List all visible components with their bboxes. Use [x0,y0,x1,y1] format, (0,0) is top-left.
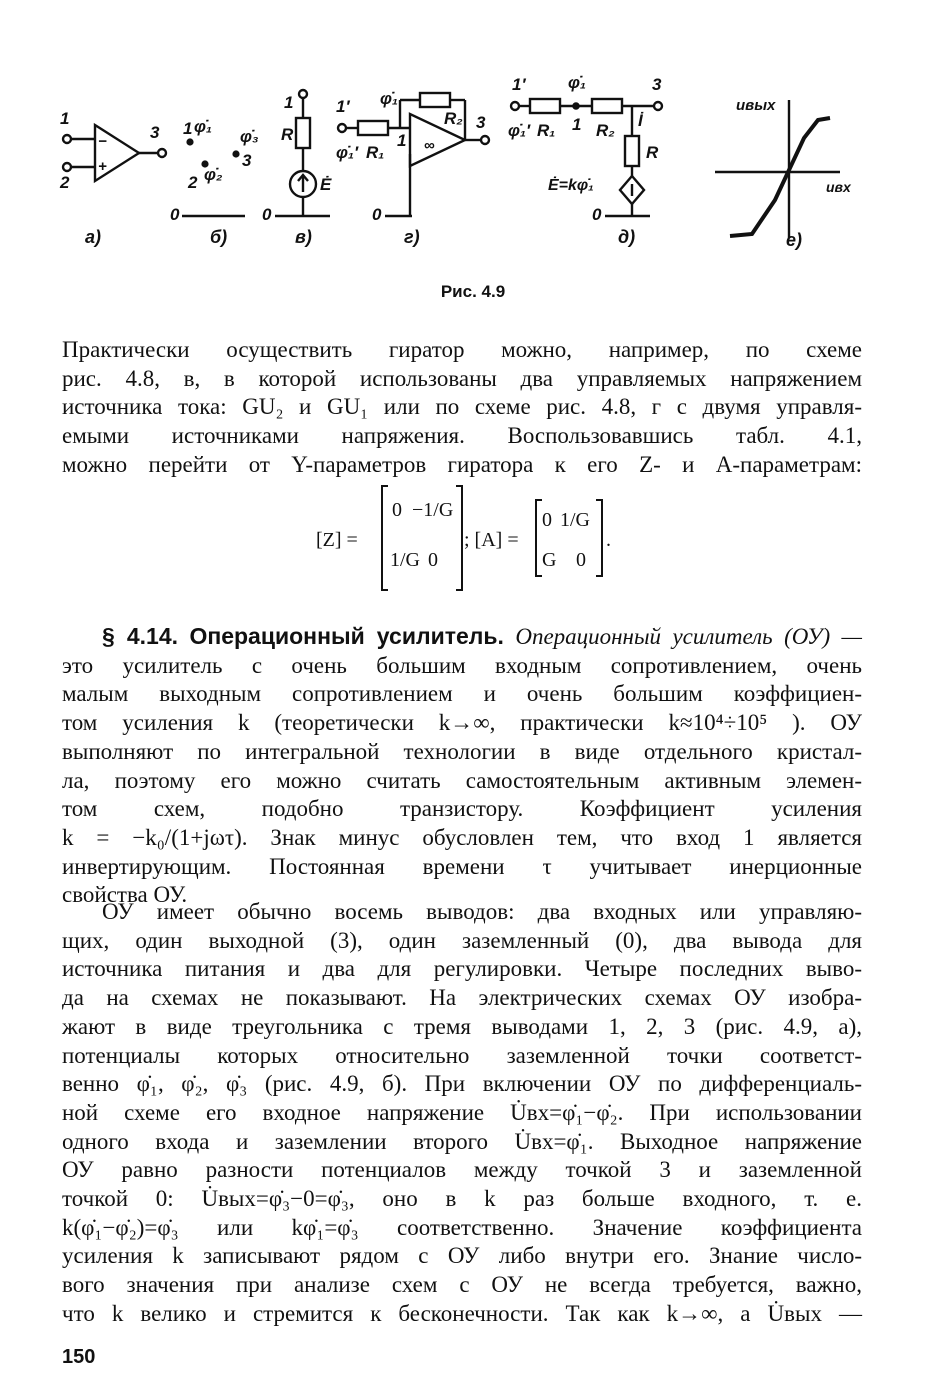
figure-caption: Рис. 4.9 [440,282,506,301]
label-a-plus: + [98,158,107,175]
matrix-a-11: 0 [542,509,552,531]
text-line: венно φ̇₁, φ̇₂, φ̇₃ (рис. 4.9, б). При включении ОУ по дифференциаль- [62,1071,862,1097]
sublabel-e: д) [618,227,636,247]
label-c-1: 1 [284,93,294,112]
label-e-R: R [646,143,659,162]
label-d-3: 3 [476,113,486,132]
text-line: да на схемах не показывают. На электрических схемах ОУ изобра- [62,985,862,1011]
matrix-z-22: 0 [428,549,438,571]
sublabel-d: г) [404,227,420,247]
section-first-line [62,622,862,652]
label-c-0: 0 [262,205,272,224]
page-number: 150 [62,1346,96,1368]
label-e-R1: R₁ [537,121,556,140]
text-line: малым выходным сопротивлением и очень большим коэффициен- [62,681,862,707]
matrix-z-12: −1/G [412,499,454,521]
label-b-phi2: φ̇₂ [204,165,223,184]
label-d-inf: ∞ [424,137,435,154]
text-line: можно перейти от Y-параметров гиратора к его Z- и A-параметрам: [62,451,862,477]
sublabel-c: в) [295,227,312,247]
text-line: инвертирующим. Постоянная времени τ учитывает инерционные [62,853,862,879]
paragraph-gyrator [62,336,862,480]
label-e-phi1: φ̇₁ [568,73,586,92]
text-line: точкой 0: U̇вых=φ̇₃−0=φ̇₃, оно в k раз больше входного, т. е. [62,1186,862,1212]
matrix-a-12: 1/G [560,509,590,531]
text-line: источника питания и два для регулировки. Четыре последних выво- [62,956,862,982]
text-line: свойства ОУ. [62,882,188,908]
text-line: том усиления k (теоретически k→∞, практически k≈10⁴÷10⁵ ). ОУ [62,710,862,736]
label-b-2: 2 [188,173,198,192]
matrix-z-21: 1/G [390,549,420,571]
text-line: жают в виде треугольника с тремя выводами 1, 2, 3 (рис. 4.9, а), [62,1013,862,1039]
text-line: ОУ имеет обычно восемь выводов: два входных или управляю- [102,899,862,924]
source-diagram-c [262,90,332,247]
text-line: k(φ̇₁−φ̇₂)=φ̇₃ или kφ̇₁=φ̇₃ соответственно. Значение коэффициента [62,1214,862,1240]
matrix-z-11: 0 [392,499,402,521]
text-line: том схем, подобно транзистору. Коэффициент усиления [62,796,862,822]
label-c-R: R [281,125,294,144]
section-number: § 4.14. [102,623,179,649]
paragraph-opamp-pins [62,898,862,1329]
label-b-3: 3 [242,151,252,170]
potentials-diagram-b [170,117,259,247]
text-line: одного входа и заземлении второго U̇вх=φ̇₁. Выходное напряжение [62,1128,862,1154]
label-c-E: Ė [320,175,332,194]
matrix-z-label: [Z] = [316,529,358,551]
text-line: источника тока: GU₂ и GU₁ или по схеме рис. 4.8, г с двумя управля- [62,394,862,420]
text-line: ла, поэтому его можно считать самостоятельным активным элемен- [62,767,862,793]
label-d-phi1: φ̇₁ [380,89,398,108]
text-line: емыми источниками напряжения. Воспользовавшись табл. 4.1, [62,423,862,449]
text-line: усиления k записывают рядом с ОУ либо внутри его. Знание число- [62,1243,862,1269]
label-d-R1: R₁ [366,143,385,162]
transfer-characteristic-diagram-f [715,97,852,250]
text-line: вого значения при анализе схем с ОУ не всегда требуется, важно, [62,1272,862,1298]
matrix-end: . [606,529,611,551]
label-e-phi1p: φ̇₁′ [508,121,531,140]
label-a-out: 3 [150,123,160,142]
label-a-in1: 1 [60,109,70,128]
label-e-3: 3 [652,75,662,94]
text-line: щих, один выходной (3), один заземленный (0), два вывода для [62,927,862,953]
text-line: что k велико и стремится к бесконечности. Так как k→∞, а U̇вых — [62,1300,862,1326]
equivalent-circuit-diagram-e [508,73,662,247]
label-e-0: 0 [592,205,602,224]
sublabel-a: а) [85,227,102,247]
matrix-equation [310,478,630,598]
text-line: это усилитель с очень большим входным сопротивлением, очень [62,652,862,678]
label-a-minus: − [98,133,107,150]
figure-4-9 [40,60,900,280]
label-e-1: 1 [572,115,582,134]
label-e-I: İ [638,111,643,130]
label-f-uout: uвых [736,97,776,114]
section-title: Операционный усилитель. [189,623,504,649]
label-a-in2: 2 [60,173,70,192]
label-b-1: 1 [183,119,193,138]
text-line: Практически осуществить гиратор можно, например, по схеме [62,337,862,362]
text-line: выполняют по интегральной технологии в виде отдельного кристал- [62,738,862,764]
label-b-phi3: φ̇₃ [240,127,259,146]
section-4-14 [62,622,862,910]
matrix-a-21: G [542,549,557,571]
sublabel-f: е) [786,230,803,250]
text-line: рис. 4.8, в, в которой использованы два управляемых напряжением [62,365,862,391]
text-line: потенциалы которых относительно заземленной точки соответст- [62,1042,862,1068]
matrix-a-22: 0 [576,549,586,571]
label-e-R2: R₂ [596,121,615,140]
sublabel-b: б) [210,227,228,247]
text-line: Операционный усилитель (ОУ) — [515,624,863,649]
label-b-phi1: φ̇₁ [194,117,212,136]
text-line: ОУ равно разности потенциалов между точкой 3 и заземленной [62,1157,862,1183]
text-line: ной схеме его входное напряжение U̇вх=φ̇₁−φ̇₂. При использовании [62,1099,862,1125]
label-b-0: 0 [170,205,180,224]
opamp-diagram-a [59,109,166,247]
label-e-E-kphi: Ė=kφ̇₁ [548,177,594,194]
label-d-R2: R₂ [444,109,463,128]
inverting-amp-diagram-d [336,89,489,247]
matrix-a-label: ; [A] = [464,529,519,551]
label-d-0: 0 [372,205,382,224]
label-d-1p: 1′ [336,97,350,116]
label-f-uin: uвх [826,179,851,195]
label-d-1: 1 [397,131,407,150]
label-d-phi1p: φ̇₁′ [336,143,359,162]
label-e-1p: 1′ [512,75,526,94]
text-line: k = −k₀/(1+jωτ). Знак минус обусловлен тем, что вход 1 является [62,824,862,850]
